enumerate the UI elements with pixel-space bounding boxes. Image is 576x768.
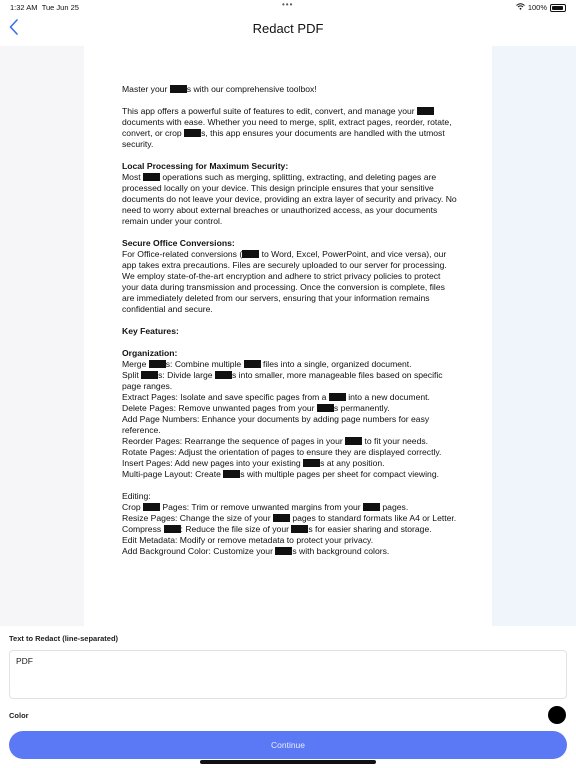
redaction-box: [291, 525, 308, 533]
list-item: [122, 447, 457, 458]
office-paragraph: [122, 249, 457, 315]
page-title: Redact PDF: [252, 21, 324, 36]
editing-heading: [122, 491, 457, 502]
redaction-box: [170, 85, 187, 93]
text-run: documents with ease. Whether you need to merge, split, extract pages, reorder, rotate, convert, or crop: [122, 117, 452, 138]
text-run: Edit Metadata: Modify or remove metadata to protect your privacy.: [122, 535, 374, 545]
text-run: Pages: Trim or remove unwanted margins from your: [160, 502, 364, 512]
list-item: [122, 546, 457, 557]
text-run: For Office-related conversions (: [122, 249, 243, 259]
text-run: s into smaller, more manageable files based on specific page ranges.: [122, 370, 443, 391]
navigation-bar: [0, 14, 576, 46]
list-item: [122, 535, 457, 546]
text-run: s for easier sharing and storage.: [308, 524, 432, 534]
text-run: Rotate Pages: Adjust the orientation of pages to ensure they are displayed correctly.: [122, 447, 442, 457]
text-run: files into a single, organized document.: [260, 359, 412, 369]
continue-button[interactable]: Continue: [9, 731, 567, 759]
text-run: Insert Pages: Add new pages into your existing: [122, 458, 304, 468]
redaction-box: [143, 173, 160, 181]
text-run: Extract Pages: Isolate and save specific pages from a: [122, 392, 329, 402]
text-run: Compress: [122, 524, 164, 534]
text-run: pages to standard formats like A4 or Letter.: [289, 513, 457, 523]
redaction-box: [141, 371, 158, 379]
status-bar: [0, 0, 576, 14]
text-run: Resize Pages: Change the size of your: [122, 513, 273, 523]
preview-margin-left: [0, 46, 84, 626]
redaction-box: [215, 371, 232, 379]
text-run: s: Divide large: [158, 370, 215, 380]
text-run: s: Combine multiple: [165, 359, 244, 369]
list-item: [122, 524, 457, 535]
list-item: [122, 469, 457, 480]
text-run: Most: [122, 172, 144, 182]
text-run: Crop: [122, 502, 144, 512]
text-run: Merge: [122, 359, 149, 369]
text-run: into a new document.: [345, 392, 430, 402]
text-run: to fit your needs.: [362, 436, 429, 446]
text-run: Add Page Numbers: Enhance your documents by adding page numbers for easy reference.: [122, 414, 430, 435]
text-run: Reorder Pages: Rearrange the sequence of pages in your: [122, 436, 346, 446]
list-item: [122, 502, 457, 513]
list-item: [122, 370, 457, 392]
redaction-box: [244, 360, 261, 368]
pdf-page: [84, 46, 492, 626]
text-run: s permanently.: [333, 403, 390, 413]
list-item: [122, 392, 457, 403]
text-run: s at any position.: [320, 458, 385, 468]
text-run: This app offers a powerful suite of features to edit, convert, and manage your: [122, 106, 418, 116]
color-swatch-button[interactable]: [548, 706, 566, 724]
color-label: Color: [9, 711, 29, 720]
redaction-box: [242, 250, 259, 258]
text-run: Editing:: [122, 491, 151, 501]
intro-paragraph: [122, 84, 457, 95]
list-item: [122, 458, 457, 469]
list-item: [122, 436, 457, 447]
preview-margin-right: [492, 46, 576, 626]
redaction-box: [363, 503, 380, 511]
redaction-box: [184, 129, 201, 137]
text-run: s with background colors.: [292, 546, 390, 556]
redaction-box: [149, 360, 166, 368]
redaction-box: [345, 437, 362, 445]
text-run: Add Background Color: Customize your: [122, 546, 276, 556]
local-paragraph: [122, 172, 457, 227]
document-text: [122, 84, 457, 557]
battery-percent: 100%: [527, 3, 547, 12]
text-run: Local Processing for Maximum Security:: [122, 161, 289, 171]
text-run: operations such as merging, splitting, extracting, and deleting pages are processed locally on your device. This design principle ensures that your sensitive documents do not leave your device, providing an extra layer of security and privacy. No need to worry about external breaches or unauthorized access, as your documents remain under your control.: [122, 172, 457, 226]
redact-text-input[interactable]: [16, 656, 556, 694]
text-run: s with our comprehensive toolbox!: [186, 84, 317, 94]
office-heading: [122, 238, 457, 249]
date-text: Tue Jun 25: [41, 3, 79, 12]
list-item: [122, 359, 457, 370]
list-item: [122, 513, 457, 524]
redaction-box: [417, 107, 434, 115]
key-features-heading: [122, 326, 457, 337]
redaction-box: [329, 393, 346, 401]
multitasking-dots-icon[interactable]: •••: [282, 0, 294, 9]
text-run: Delete Pages: Remove unwanted pages from your: [122, 403, 317, 413]
home-indicator[interactable]: [200, 760, 376, 764]
redact-text-label: Text to Redact (line-separated): [9, 634, 119, 643]
redaction-box: [275, 547, 292, 555]
redact-text-field[interactable]: [9, 650, 567, 699]
text-run: s with multiple pages per sheet for compact viewing.: [240, 469, 439, 479]
overview-paragraph: [122, 106, 457, 150]
text-run: pages.: [380, 502, 409, 512]
wifi-icon: [516, 3, 525, 12]
redaction-box: [273, 514, 290, 522]
battery-icon: [550, 4, 566, 12]
time-text: 1:32 AM: [10, 3, 38, 12]
organization-heading: [122, 348, 457, 359]
redaction-box: [223, 470, 240, 478]
text-run: Organization:: [122, 348, 178, 358]
text-run: : Reduce the file size of your: [180, 524, 292, 534]
text-run: Multi-page Layout: Create: [122, 469, 224, 479]
list-item: [122, 414, 457, 436]
redaction-box: [303, 459, 320, 467]
text-run: Key Features:: [122, 326, 179, 336]
pdf-preview[interactable]: [0, 46, 576, 626]
text-run: Split: [122, 370, 142, 380]
status-time: [10, 3, 79, 12]
redaction-box: [143, 503, 160, 511]
text-run: s, this app ensures your documents are handled with the utmost security.: [122, 128, 445, 149]
redaction-box: [317, 404, 334, 412]
text-run: Master your: [122, 84, 170, 94]
text-run: Secure Office Conversions:: [122, 238, 235, 248]
local-heading: [122, 161, 457, 172]
redaction-box: [164, 525, 181, 533]
list-item: [122, 403, 457, 414]
status-right: [516, 3, 566, 12]
text-run: to Word, Excel, PowerPoint, and vice versa), our app takes extra precautions. Files are securely uploaded to our server for processing. We employ state-of-the-art encryption and adhere to strict privacy policies to protect your data during transmission and processing. Once the conversion is complete, files are immediately deleted from our servers, ensuring that your information remains confidential and secure.: [122, 249, 447, 314]
